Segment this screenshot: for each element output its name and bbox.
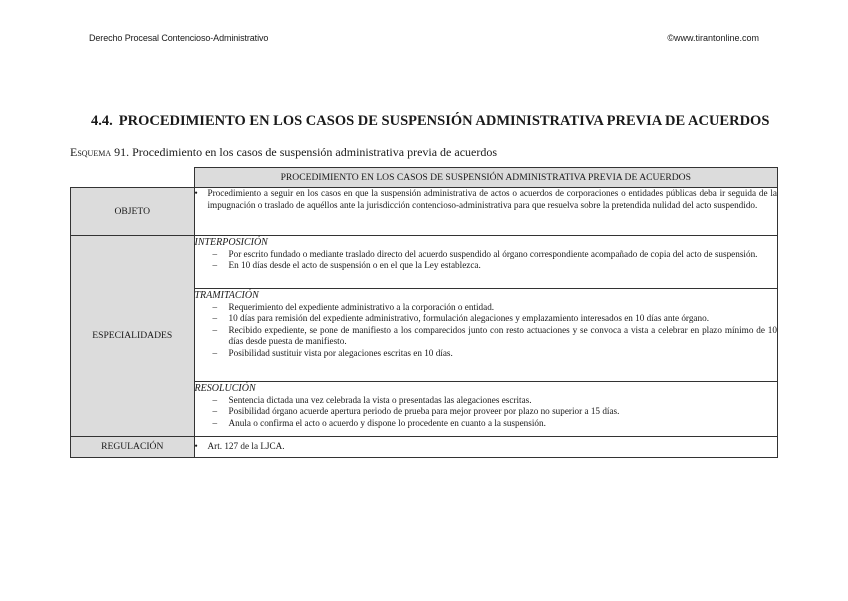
item-text: Anula o confirma el acto o acuerdo y dispone lo procedente en cuanto a la suspensión. [228, 417, 546, 428]
list-item [195, 302, 778, 314]
table-corner-blank [71, 168, 195, 188]
schema-prefix: Esquema 91. [70, 145, 130, 159]
item-text: Posibilidad órgano acuerde apertura periodo de prueba para mejor proveer por plazo no superior a 15 días. [228, 406, 620, 417]
list-item [195, 249, 778, 261]
cell-objeto [194, 188, 778, 236]
subheading-tramitacion: TRAMITACIÓN [194, 290, 259, 301]
label-regulacion: REGULACIÓN [71, 437, 195, 458]
list-item [195, 260, 778, 272]
row-objeto [71, 188, 778, 236]
dash-mark: – [212, 260, 218, 271]
running-header-copyright: ©www.tirantonline.com [667, 33, 759, 43]
section-number: 4.4. [91, 113, 113, 129]
list-item [195, 348, 778, 360]
list-item [195, 325, 778, 348]
list-item [195, 188, 778, 211]
table-heading: PROCEDIMIENTO EN LOS CASOS DE SUSPENSIÓN ADMINISTRATIVA PREVIA DE ACUERDOS [194, 168, 778, 188]
dash-mark: – [212, 248, 218, 259]
row-interposicion [71, 236, 778, 289]
schema-caption-text: Procedimiento en los casos de suspensión administrativa previa de acuerdos [132, 145, 498, 159]
list-item [195, 313, 778, 325]
dash-mark: – [212, 313, 218, 324]
dash-mark: – [212, 347, 218, 358]
procedure-table [70, 167, 778, 458]
label-especialidades: ESPECIALIDADES [71, 236, 195, 437]
item-text: Sentencia dictada una vez celebrada la vista o presentadas las alegaciones escritas. [228, 394, 532, 405]
table-header-row [71, 168, 778, 188]
item-text: Requerimiento del expediente administrativo a la corporación o entidad. [228, 301, 495, 312]
section-heading [91, 113, 771, 130]
item-text: Posibilidad sustituir vista por alegaciones escritas en 10 días. [228, 347, 453, 358]
running-header-title: Derecho Procesal Contencioso-Administrativo [89, 33, 269, 43]
bullet-mark: • [194, 188, 198, 198]
section-title-text: PROCEDIMIENTO EN LOS CASOS DE SUSPENSIÓN ADMINISTRATIVA PREVIA DE ACUERDOS [118, 113, 770, 129]
dash-mark: – [212, 301, 218, 312]
subheading-interposicion: INTERPOSICIÓN [194, 237, 268, 248]
cell-resolucion [194, 382, 778, 437]
item-text: Recibido expediente, se pone de manifiesto a los comparecidos junto con resto actuaciones y se convoca a vista a celebrar en plazo mínimo de 10 días desde puesta de manifiesto. [228, 324, 777, 347]
list-item [195, 418, 778, 430]
objeto-text: Procedimiento a seguir en los casos en que la suspensión administrativa de actos o acuerdos de corporaciones o entidades públicas deba ir seguida de la impugnación o traslado de aquéllos ante la jurisdicción contencioso-administrativa para que resuelva sobre la pretendida nulidad del acto suspendido. [207, 188, 777, 210]
dash-mark: – [212, 406, 218, 417]
row-regulacion [71, 437, 778, 458]
schema-caption [70, 145, 497, 160]
bullet-mark: • [194, 441, 198, 452]
list-item [195, 395, 778, 407]
label-objeto: OBJETO [71, 188, 195, 236]
dash-mark: – [212, 417, 218, 428]
item-text: Por escrito fundado o mediante traslado directo del acuerdo suspendido al órgano correspondiente acompañado de copia del acto de suspensión. [228, 248, 758, 259]
list-item [195, 441, 778, 453]
item-text: En 10 días desde el acto de suspensión o en el que la Ley establezca. [228, 260, 481, 271]
dash-mark: – [212, 324, 218, 335]
subheading-resolucion: RESOLUCIÓN [194, 383, 256, 394]
item-text: 10 días para remisión del expediente administrativo, formulación alegaciones y emplazamiento interesados en 10 días ante órgano. [228, 313, 709, 324]
regulacion-text: Art. 127 de la LJCA. [207, 441, 285, 452]
cell-interposicion [194, 236, 778, 289]
cell-regulacion [194, 437, 778, 458]
dash-mark: – [212, 394, 218, 405]
cell-tramitacion [194, 289, 778, 382]
list-item [195, 406, 778, 418]
